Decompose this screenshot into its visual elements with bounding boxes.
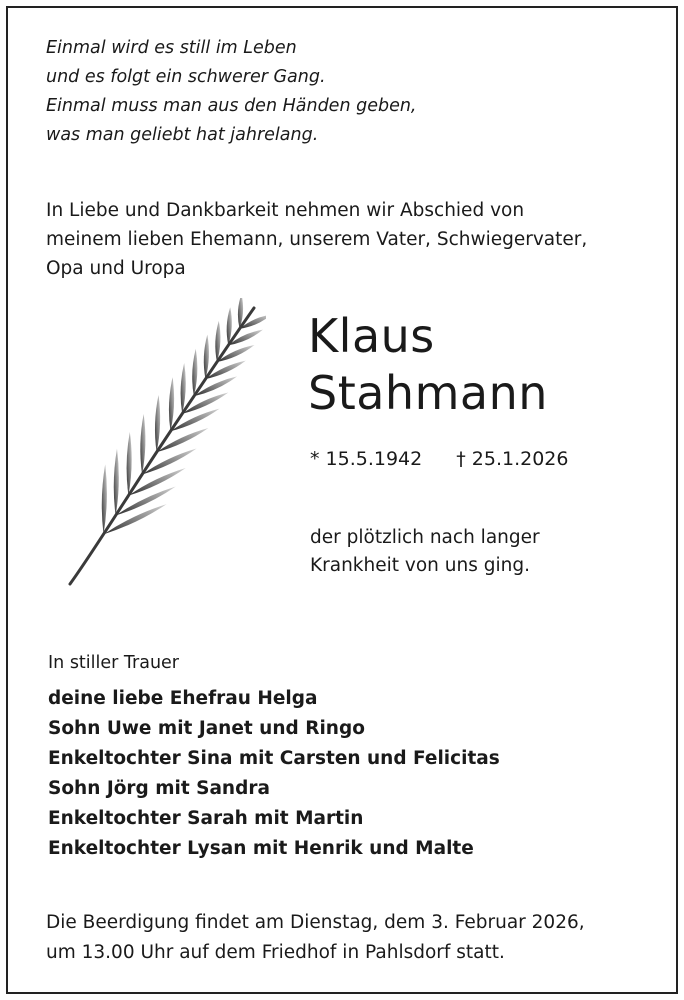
deceased-name bbox=[308, 308, 548, 422]
palm-leaf bbox=[114, 449, 119, 516]
mourner-item: Enkeltochter Lysan mit Henrik und Malte bbox=[48, 838, 474, 859]
palm-leaf bbox=[127, 432, 132, 496]
mourner-item: Enkeltochter Sina mit Carsten und Felicitas bbox=[48, 748, 500, 769]
palm-leaf bbox=[102, 464, 107, 534]
palm-leaf bbox=[192, 349, 197, 397]
mourner-item: Enkeltochter Sarah mit Martin bbox=[48, 808, 364, 829]
poem-line: was man geliebt hat jahrelang. bbox=[46, 125, 319, 145]
poem-line: Einmal muss man aus den Händen geben, bbox=[46, 96, 417, 116]
funeral-line: um 13.00 Uhr auf dem Friedhof in Pahlsdorf statt. bbox=[46, 942, 505, 963]
poem-line: und es folgt ein schwerer Gang. bbox=[46, 67, 326, 87]
death-line: Krankheit von uns ging. bbox=[310, 555, 530, 576]
mourners-list bbox=[48, 684, 500, 864]
mourner-item: Sohn Uwe mit Janet und Ringo bbox=[48, 718, 365, 739]
life-dates bbox=[310, 448, 569, 470]
funeral-info bbox=[46, 908, 585, 968]
birth-date: * 15.5.1942 bbox=[310, 448, 423, 470]
poem bbox=[46, 34, 606, 150]
intro-line: In Liebe und Dankbarkeit nehmen wir Abschied von bbox=[46, 200, 525, 221]
palm-leaf bbox=[155, 395, 160, 452]
palm-leaf bbox=[181, 363, 186, 414]
intro-text bbox=[46, 196, 646, 283]
intro-line: Opa und Uropa bbox=[46, 258, 186, 279]
poem-line: Einmal wird es still im Leben bbox=[46, 38, 297, 58]
mourning-label: In stiller Trauer bbox=[48, 653, 179, 673]
death-description bbox=[310, 524, 540, 580]
obituary-notice bbox=[6, 6, 678, 994]
palm-branch-icon bbox=[56, 298, 266, 588]
palm-leaf bbox=[169, 377, 174, 431]
funeral-line: Die Beerdigung findet am Dienstag, dem 3. Februar 2026, bbox=[46, 912, 585, 933]
intro-line: meinem lieben Ehemann, unserem Vater, Schwiegervater, bbox=[46, 229, 588, 250]
death-line: der plötzlich nach langer bbox=[310, 527, 540, 548]
mourner-item: deine liebe Ehefrau Helga bbox=[48, 688, 318, 709]
death-date: † 25.1.2026 bbox=[456, 448, 569, 470]
first-name: Klaus bbox=[308, 309, 435, 363]
mourner-item: Sohn Jörg mit Sandra bbox=[48, 778, 270, 799]
last-name: Stahmann bbox=[308, 366, 548, 420]
palm-leaf bbox=[140, 414, 145, 474]
